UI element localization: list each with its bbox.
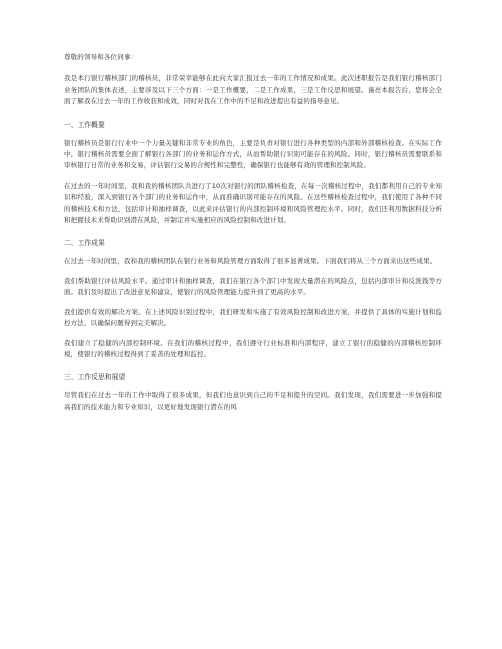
- section-1-heading: 一、工作概要: [64, 120, 105, 129]
- section-2-paragraph-3: 我们提供有效的解决方案。在上述风险识别过程中，我们研发和实施了有效风险控制和改进方案，并提供了具体的实施计划和监控方法，以确保问题得到完美解决。: [64, 307, 442, 328]
- section-3-heading: 三、工作反思和展望: [64, 373, 126, 382]
- section-2-heading: 二、工作成果: [64, 239, 105, 248]
- section-3-paragraph-1: 尽管我们在过去一年的工作中取得了很多成果，但我们也意识到自己的不足和提升的空间。我们发现，我们需要进一步加强和提高我们的技术能力和专业知识，以更好地发现银行潜在的风: [64, 391, 442, 411]
- section-2-paragraph-1: 在过去一年时间里，我和我的稽核团队在银行业务和风险管理方面取得了很多显著成果。下面我们将从三个方面来出这些成果。: [64, 257, 437, 266]
- section-1-paragraph-1: 银行稽核员是银行行业中一个力量关键和非常专业的角色，主要是负责对银行进行各种类型的内部和外部稽核检查。在实际工作中，银行稽核员需要全面了解银行各部门的业务和运作方式，从而帮助银行识别可能存在的风险。同时，银行稽核员需要联系和审核银行日常的业务和交易，评估银行交易的合规性和完整性，确保银行也能够有效的管理和控制风险。: [64, 138, 442, 170]
- section-2-paragraph-2: 我们帮助银行评估风险水平。通过审计和抽样调查，我们在银行各个部门中发现大量潜在的风险点，包括内部审计和反洗钱等方面。我们及时提出了改进意见和建议，使银行的风险管理能力提升到了更高的水平。: [64, 276, 442, 297]
- section-2-paragraph-4: 我们建立了稳健的内部控制环境。在我们的稽核过程中，我们遵守行业标准和内部程序，建立了银行的稳健的内部稽核控制环境，使银行的稽核过程得到了妥善的处理和监控。: [64, 338, 442, 358]
- section-1-paragraph-2: 在过去的一年时间里，我和我的稽核团队共进行了10次对银行的团队稽核检查，在每一次稽核过程中，我们都利用自己的专业知识和经验，深入到银行各个部门的业务和运作中，从而准确识别可能存在的风险。在这些稽核检查过程中，我们使用了各种不同的稽核技术和方法，包括审计和抽样调查，以此来评估银行的内部控制环境和风险管理控水平。同时，我们还利用数据科技分析和把握技术来帮助识别潜在风险，并制定并实施相应的风险控制和改进计划。: [64, 181, 442, 225]
- intro-paragraph: 我是本行银行稽核部门的稽核员，非常荣幸能够在此向大家汇报过去一年的工作情况和成果。此次述职报告是我们银行稽核部门业务团队的集体表述，主要涉及以下三个方面：一是工作概要，二是工作成果，三是工作反思和展望。谨亮本报告后，您将会全面了解我在过去一年的工作收获和成效，同时对我在工作中的不足和改进提出有益的指导意见。: [64, 74, 442, 106]
- greeting: 尊敬的领导和各位同事：: [64, 53, 138, 61]
